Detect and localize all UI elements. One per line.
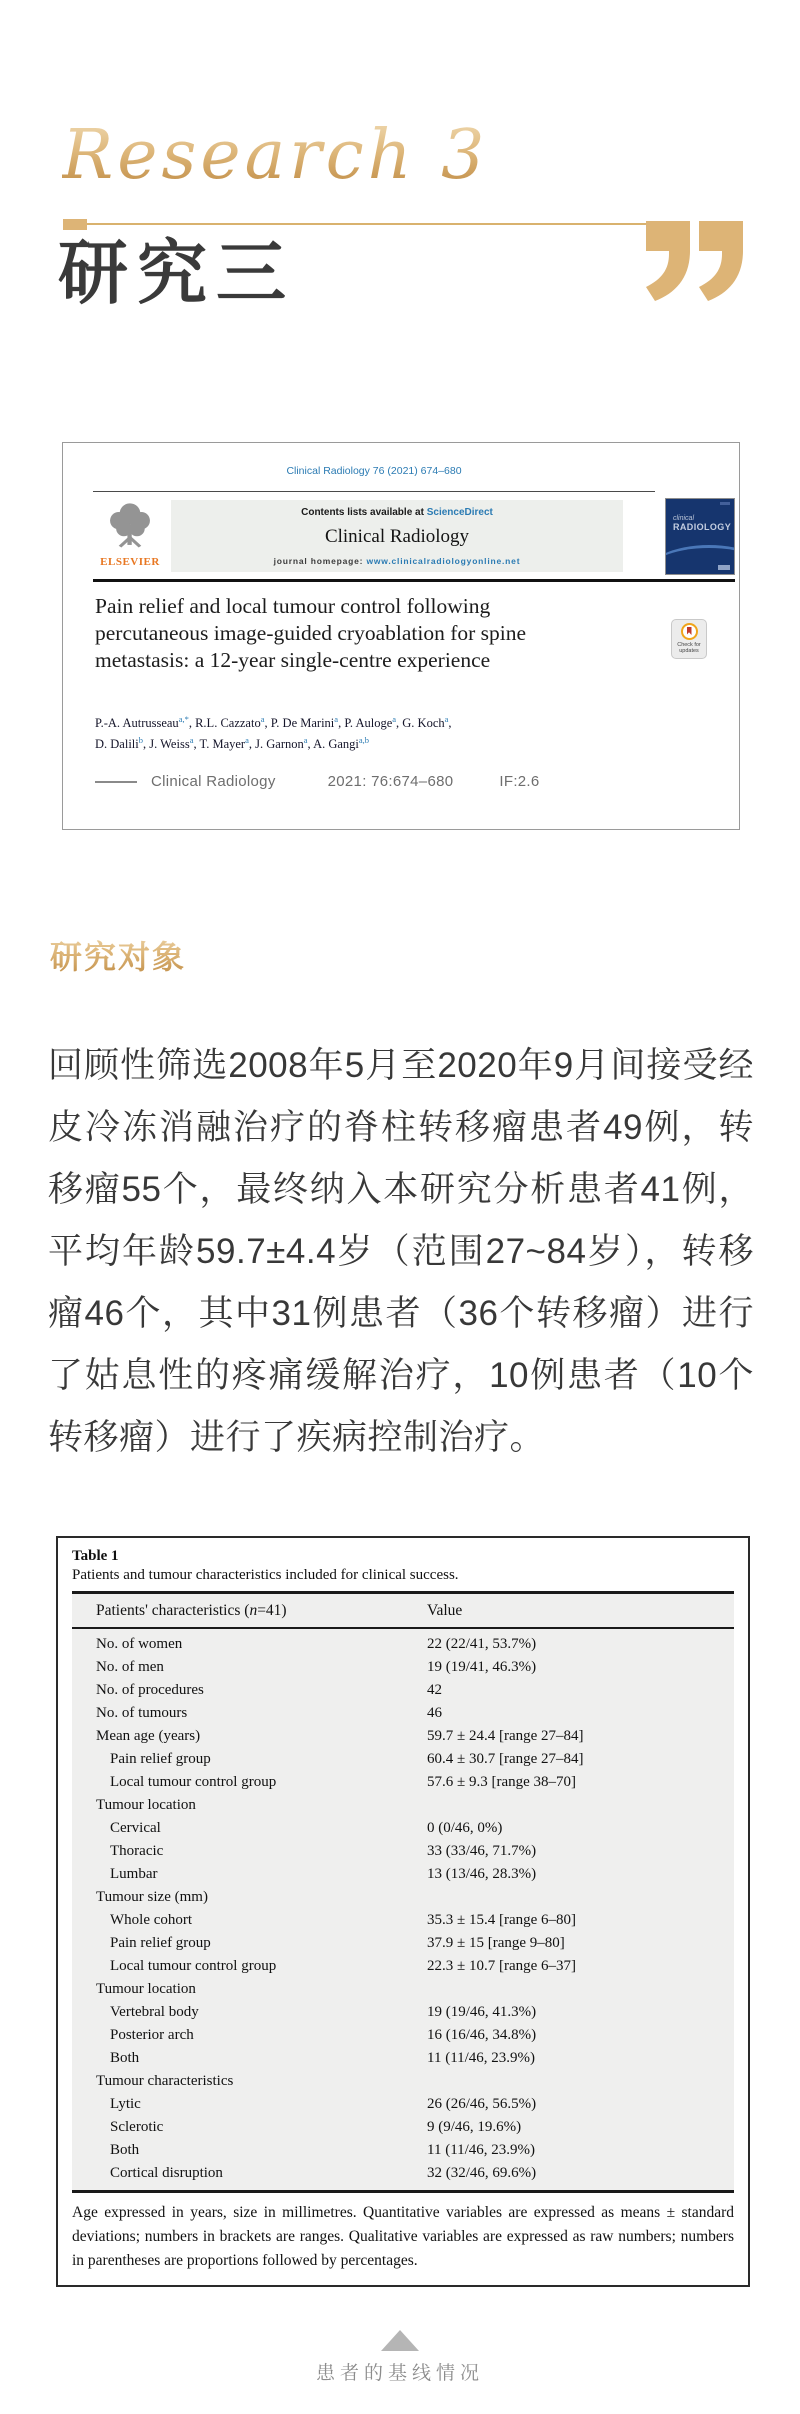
table-row: Vertebral body 19 (19/46, 41.3%) bbox=[110, 2004, 537, 2020]
cover-mark bbox=[720, 502, 730, 505]
citation-row bbox=[95, 773, 715, 790]
cover-publisher-mark bbox=[718, 565, 730, 570]
up-triangle-icon bbox=[381, 2330, 419, 2351]
table-row: No. of tumours 46 bbox=[96, 1705, 442, 1721]
section-heading: 研究对象 bbox=[50, 932, 186, 978]
col1-header-prefix: Patients' characteristics ( bbox=[96, 1602, 250, 1619]
characteristics-table bbox=[72, 1591, 734, 2193]
body-paragraph: 回顾性筛选2008年5月至2020年9月间接受经皮冷冻消融治疗的脊柱转移瘤患者49例，转移瘤55个，最终纳入本研究分析患者41例，平均年龄59.7±4.4岁（范围27~84岁），转移瘤46个，其中31例患者（36个转移瘤）进行了姑息性的疼痛缓解治疗，10例患者（10个转移瘤）进行了疾病控制治疗。 bbox=[48, 1046, 754, 1457]
badge-label: Check for updates bbox=[677, 642, 701, 654]
table-row: Lumbar 13 (13/46, 28.3%) bbox=[110, 1866, 537, 1882]
table-row: Thoracic 33 (33/46, 71.7%) bbox=[110, 1843, 537, 1859]
page-title: 研究三 bbox=[58, 236, 295, 313]
check-for-updates-icon bbox=[681, 623, 698, 640]
script-title: Research 3 bbox=[62, 116, 489, 195]
table-row: Sclerotic 9 (9/46, 19.6%) bbox=[110, 2119, 522, 2135]
citation-journal: Clinical Radiology bbox=[151, 773, 276, 790]
homepage-link[interactable]: www.clinicalradiologyonline.net bbox=[366, 556, 521, 566]
cover-line1: clinical bbox=[673, 515, 695, 522]
authors-line-2: D. Dalili$^b$, J. Weiss$^a$, T. Mayer$^a$, J. Garnon$^a$, A. Gangi$^{a,b}$ bbox=[95, 735, 370, 752]
table-row: Pain relief group 60.4 ± 30.7 [range 27–84] bbox=[110, 1751, 584, 1767]
gold-divider-chip bbox=[63, 219, 87, 230]
table-row: Both 11 (11/46, 23.9%) bbox=[110, 2050, 536, 2066]
table-row: Tumour characteristics bbox=[96, 2073, 234, 2089]
table-row: Mean age (years) 59.7 ± 24.4 [range 27–84] bbox=[96, 1728, 584, 1744]
table-body bbox=[72, 1629, 734, 2190]
journal-masthead bbox=[171, 500, 623, 572]
gold-divider bbox=[63, 219, 655, 230]
journal-ref: Clinical Radiology 76 (2021) 674–680 bbox=[286, 465, 462, 477]
thick-rule bbox=[93, 579, 735, 582]
sciencedirect-link[interactable]: ScienceDirect bbox=[426, 507, 493, 518]
citation-impact-factor: IF:2.6 bbox=[499, 773, 540, 790]
table-row: Local tumour control group 22.3 ± 10.7 [range 6–37] bbox=[110, 1958, 577, 1974]
journal-cover bbox=[665, 498, 735, 575]
col2-header: Value bbox=[427, 1602, 463, 1619]
gold-divider-line bbox=[87, 223, 655, 225]
table-row: Pain relief group 37.9 ± 15 [range 9–80] bbox=[110, 1935, 565, 1951]
journal-name: Clinical Radiology bbox=[324, 526, 470, 547]
authors-line-1: P.-A. Autrusseau$^{a,*}$, R.L. Cazzato$^a$, P. De Marini$^a$, P. Auloge$^a$, G. Koch$^a$, bbox=[95, 714, 452, 731]
cover-line2: RADIOLOGY bbox=[673, 522, 732, 532]
col1-header-suffix: =41) bbox=[257, 1602, 287, 1619]
homepage-prefix: journal homepage: bbox=[273, 556, 367, 566]
elsevier-label: ELSEVIER bbox=[100, 556, 160, 568]
contents-line bbox=[171, 507, 623, 518]
authors-block bbox=[95, 711, 705, 753]
article-title: Pain relief and local tumour control following percutaneous image-guided cryoablation for spine metastasis: a 12-year single-centre experience bbox=[95, 594, 527, 672]
check-for-updates-badge[interactable] bbox=[671, 619, 707, 659]
table-row: Whole cohort 35.3 ± 15.4 [range 6–80] bbox=[110, 1912, 577, 1928]
table-row: Lytic 26 (26/46, 56.5%) bbox=[110, 2096, 537, 2112]
table-row: Tumour location bbox=[96, 1981, 196, 1997]
elsevier-tree-icon bbox=[104, 500, 156, 550]
elsevier-logo bbox=[95, 500, 165, 574]
table-row: Tumour size (mm) bbox=[96, 1889, 208, 1905]
quote-icon bbox=[646, 221, 744, 303]
col1-header-n: n bbox=[249, 1602, 258, 1619]
citation-dash bbox=[95, 781, 137, 783]
table-row: No. of women 22 (22/41, 53.7%) bbox=[96, 1636, 537, 1652]
cover-swoosh bbox=[665, 545, 735, 575]
table-row: Cortical disruption 32 (32/46, 69.6%) bbox=[110, 2165, 537, 2181]
table-label: Table 1 bbox=[72, 1548, 119, 1564]
col1-header bbox=[72, 1602, 427, 1620]
table-caption: Patients and tumour characteristics included for clinical success. bbox=[72, 1567, 459, 1583]
contents-prefix: Contents lists available at bbox=[301, 507, 427, 518]
article-card bbox=[62, 442, 740, 830]
bookmark-icon bbox=[687, 627, 692, 635]
journal-header bbox=[93, 498, 735, 576]
table-row: Cervical 0 (0/46, 0%) bbox=[110, 1820, 503, 1836]
homepage-line bbox=[171, 556, 623, 566]
table-card bbox=[56, 1536, 750, 2287]
table-header-row bbox=[72, 1594, 734, 1629]
table-row: Tumour location bbox=[96, 1797, 196, 1813]
table-row: No. of procedures 42 bbox=[96, 1682, 442, 1698]
table-row: Local tumour control group 57.6 ± 9.3 [range 38–70] bbox=[110, 1774, 577, 1790]
table-row: Both 11 (11/46, 23.9%) bbox=[110, 2142, 536, 2158]
table-row: Posterior arch 16 (16/46, 34.8%) bbox=[110, 2027, 537, 2043]
table-footnote: Age expressed in years, size in millimetres. Quantitative variables are expressed as means ± standard deviations; numbers in brackets are ranges. Qualitative variables are expressed as raw numbers; numbers in parentheses are proportions followed by percentages. bbox=[72, 2204, 734, 2269]
thin-rule bbox=[93, 491, 655, 492]
citation-ref: 2021: 76:674–680 bbox=[327, 773, 454, 790]
table-row: No. of men 19 (19/41, 46.3%) bbox=[96, 1659, 537, 1675]
footer-caption: 患者的基线情况 bbox=[315, 2363, 484, 2384]
